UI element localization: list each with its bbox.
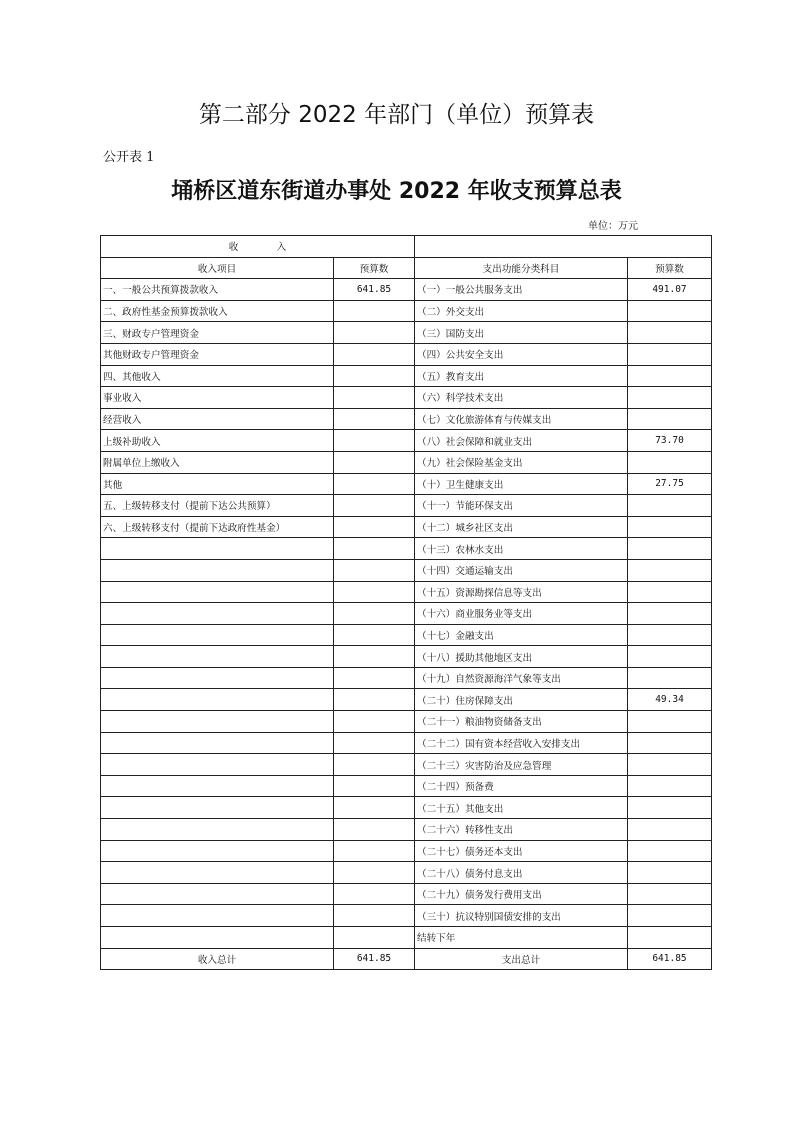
income-item-cell: [101, 624, 334, 646]
income-item-header: 收入项目: [101, 257, 334, 279]
expense-item-cell: （十）卫生健康支出: [415, 473, 628, 495]
expense-budget-cell: [628, 927, 712, 949]
income-item-cell: 一、一般公共预算拨款收入: [101, 279, 334, 301]
table-row: [101, 646, 712, 668]
income-budget-cell: [334, 711, 415, 733]
expense-budget-cell: [628, 862, 712, 884]
expense-group-header: [415, 236, 712, 258]
income-item-cell: 四、其他收入: [101, 365, 334, 387]
expense-total-value: 641.85: [628, 948, 712, 970]
table-row: [101, 430, 712, 452]
income-item-cell: [101, 689, 334, 711]
income-item-cell: [101, 883, 334, 905]
expense-item-cell: （二十五）其他支出: [415, 797, 628, 819]
income-budget-cell: [334, 365, 415, 387]
expense-item-cell: （三十）抗议特别国债安排的支出: [415, 905, 628, 927]
table-row: [101, 279, 712, 301]
expense-item-cell: （二十八）债务付息支出: [415, 862, 628, 884]
expense-budget-cell: [628, 646, 712, 668]
expense-item-cell: （三）国防支出: [415, 322, 628, 344]
table-number: 公开表 1: [103, 150, 155, 165]
income-item-cell: [101, 775, 334, 797]
expense-budget-cell: [628, 387, 712, 409]
group-header-row: [101, 236, 712, 258]
income-item-cell: [101, 581, 334, 603]
table-row: [101, 343, 712, 365]
expense-item-cell: （十八）援助其他地区支出: [415, 646, 628, 668]
table-row: [101, 862, 712, 884]
table-row: [101, 883, 712, 905]
income-budget-cell: [334, 883, 415, 905]
income-item-cell: 三、财政专户管理资金: [101, 322, 334, 344]
income-budget-header: 预算数: [334, 257, 415, 279]
income-item-cell: [101, 646, 334, 668]
expense-budget-header: 预算数: [628, 257, 712, 279]
table-row: [101, 624, 712, 646]
expense-budget-cell: [628, 300, 712, 322]
expense-item-cell: （十三）农林水支出: [415, 538, 628, 560]
expense-budget-cell: [628, 495, 712, 517]
expense-budget-cell: [628, 603, 712, 625]
income-item-cell: [101, 797, 334, 819]
income-total-label: 收入总计: [101, 948, 334, 970]
expense-item-header: 支出功能分类科目: [415, 257, 628, 279]
income-budget-cell: [334, 646, 415, 668]
table-row: [101, 711, 712, 733]
expense-item-cell: （二十九）债务发行费用支出: [415, 883, 628, 905]
expense-item-cell: （二十一）粮油物资储备支出: [415, 711, 628, 733]
unit-label: 单位：万元: [588, 221, 638, 232]
income-item-cell: [101, 538, 334, 560]
income-budget-cell: [334, 408, 415, 430]
expense-budget-cell: [628, 840, 712, 862]
table-row: [101, 516, 712, 538]
expense-item-cell: （二十四）预备费: [415, 775, 628, 797]
expense-budget-cell: 491.07: [628, 279, 712, 301]
income-budget-cell: [334, 603, 415, 625]
income-item-cell: [101, 862, 334, 884]
expense-budget-cell: [628, 451, 712, 473]
income-budget-cell: [334, 495, 415, 517]
expense-budget-cell: [628, 711, 712, 733]
income-item-cell: [101, 603, 334, 625]
expense-item-cell: （七）文化旅游体育与传媒支出: [415, 408, 628, 430]
income-budget-cell: [334, 473, 415, 495]
table-row: [101, 603, 712, 625]
expense-budget-cell: [628, 581, 712, 603]
expense-budget-cell: 49.34: [628, 689, 712, 711]
income-item-cell: [101, 840, 334, 862]
expense-item-cell: （十七）金融支出: [415, 624, 628, 646]
expense-budget-cell: [628, 408, 712, 430]
table-row: [101, 322, 712, 344]
income-budget-cell: [334, 905, 415, 927]
expense-budget-cell: [628, 754, 712, 776]
income-budget-cell: [334, 559, 415, 581]
income-budget-cell: [334, 754, 415, 776]
income-budget-cell: [334, 667, 415, 689]
expense-budget-cell: [628, 819, 712, 841]
expense-item-cell: （五）教育支出: [415, 365, 628, 387]
expense-item-cell: （二十三）灾害防治及应急管理: [415, 754, 628, 776]
income-budget-cell: [334, 624, 415, 646]
expense-item-cell: （一）一般公共服务支出: [415, 279, 628, 301]
expense-item-cell: （二）外交支出: [415, 300, 628, 322]
income-item-cell: [101, 667, 334, 689]
expense-item-cell: （二十）住房保障支出: [415, 689, 628, 711]
income-budget-cell: [334, 343, 415, 365]
expense-item-cell: （二十六）转移性支出: [415, 819, 628, 841]
expense-item-cell: （十四）交通运输支出: [415, 559, 628, 581]
income-item-cell: 经营收入: [101, 408, 334, 430]
income-budget-cell: [334, 819, 415, 841]
expense-budget-cell: [628, 797, 712, 819]
expense-item-cell: （六）科学技术支出: [415, 387, 628, 409]
income-budget-cell: [334, 732, 415, 754]
income-item-cell: 其他: [101, 473, 334, 495]
expense-item-cell: （十九）自然资源海洋气象等支出: [415, 667, 628, 689]
expense-budget-cell: [628, 538, 712, 560]
income-item-cell: [101, 559, 334, 581]
table-row: [101, 797, 712, 819]
expense-item-cell: （十五）资源勘探信息等支出: [415, 581, 628, 603]
table-row: [101, 689, 712, 711]
table-row: [101, 387, 712, 409]
table-row: [101, 559, 712, 581]
expense-budget-cell: [628, 775, 712, 797]
expense-budget-cell: [628, 516, 712, 538]
table-row: [101, 754, 712, 776]
part-title: 第二部分 2022 年部门（单位）预算表: [198, 102, 595, 128]
income-budget-cell: [334, 840, 415, 862]
expense-item-cell: （八）社会保障和就业支出: [415, 430, 628, 452]
table-row: [101, 840, 712, 862]
income-item-cell: 二、政府性基金预算拨款收入: [101, 300, 334, 322]
income-item-cell: 其他财政专户管理资金: [101, 343, 334, 365]
expense-item-cell: （二十七）债务还本支出: [415, 840, 628, 862]
income-budget-cell: [334, 387, 415, 409]
income-item-cell: [101, 711, 334, 733]
table-row: [101, 408, 712, 430]
budget-table-body: [101, 236, 712, 970]
income-item-cell: [101, 905, 334, 927]
totals-row: [101, 948, 712, 970]
income-item-cell: 附属单位上缴收入: [101, 451, 334, 473]
income-item-cell: [101, 819, 334, 841]
budget-table: [100, 235, 712, 970]
income-item-cell: [101, 754, 334, 776]
income-item-cell: 五、上级转移支付（提前下达公共预算）: [101, 495, 334, 517]
income-budget-cell: [334, 430, 415, 452]
table-row: [101, 451, 712, 473]
table-row: [101, 538, 712, 560]
expense-total-label: 支出总计: [415, 948, 628, 970]
table-row: [101, 495, 712, 517]
column-header-row: [101, 257, 712, 279]
income-item-cell: 六、上级转移支付（提前下达政府性基金）: [101, 516, 334, 538]
expense-item-cell: 结转下年: [415, 927, 628, 949]
table-row: [101, 581, 712, 603]
expense-budget-cell: 27.75: [628, 473, 712, 495]
income-budget-cell: [334, 581, 415, 603]
income-budget-cell: [334, 775, 415, 797]
income-budget-cell: [334, 689, 415, 711]
income-group-header: 收 入: [101, 236, 415, 258]
income-budget-cell: [334, 451, 415, 473]
expense-budget-cell: [628, 343, 712, 365]
table-row: [101, 365, 712, 387]
expense-item-cell: （十一）节能环保支出: [415, 495, 628, 517]
expense-budget-cell: [628, 905, 712, 927]
expense-item-cell: （九）社会保险基金支出: [415, 451, 628, 473]
table-row: [101, 667, 712, 689]
expense-item-cell: （十六）商业服务业等支出: [415, 603, 628, 625]
expense-budget-cell: [628, 322, 712, 344]
expense-item-cell: （二十二）国有资本经营收入安排支出: [415, 732, 628, 754]
expense-budget-cell: [628, 559, 712, 581]
table-row: [101, 905, 712, 927]
income-budget-cell: [334, 300, 415, 322]
expense-item-cell: （四）公共安全支出: [415, 343, 628, 365]
table-row: [101, 819, 712, 841]
expense-budget-cell: [628, 624, 712, 646]
income-budget-cell: [334, 322, 415, 344]
income-budget-cell: [334, 862, 415, 884]
income-budget-cell: [334, 927, 415, 949]
expense-item-cell: （十二）城乡社区支出: [415, 516, 628, 538]
income-item-cell: [101, 927, 334, 949]
income-budget-cell: [334, 797, 415, 819]
income-item-cell: [101, 732, 334, 754]
income-budget-cell: 641.85: [334, 279, 415, 301]
expense-budget-cell: [628, 667, 712, 689]
page-title: 埇桥区道东街道办事处 2022 年收支预算总表: [171, 179, 622, 204]
income-budget-cell: [334, 516, 415, 538]
income-item-cell: 上级补助收入: [101, 430, 334, 452]
expense-budget-cell: [628, 365, 712, 387]
table-row: [101, 927, 712, 949]
expense-budget-cell: 73.70: [628, 430, 712, 452]
expense-budget-cell: [628, 883, 712, 905]
table-row: [101, 473, 712, 495]
income-item-cell: 事业收入: [101, 387, 334, 409]
income-budget-cell: [334, 538, 415, 560]
table-row: [101, 300, 712, 322]
income-total-value: 641.85: [334, 948, 415, 970]
table-row: [101, 775, 712, 797]
table-row: [101, 732, 712, 754]
expense-budget-cell: [628, 732, 712, 754]
